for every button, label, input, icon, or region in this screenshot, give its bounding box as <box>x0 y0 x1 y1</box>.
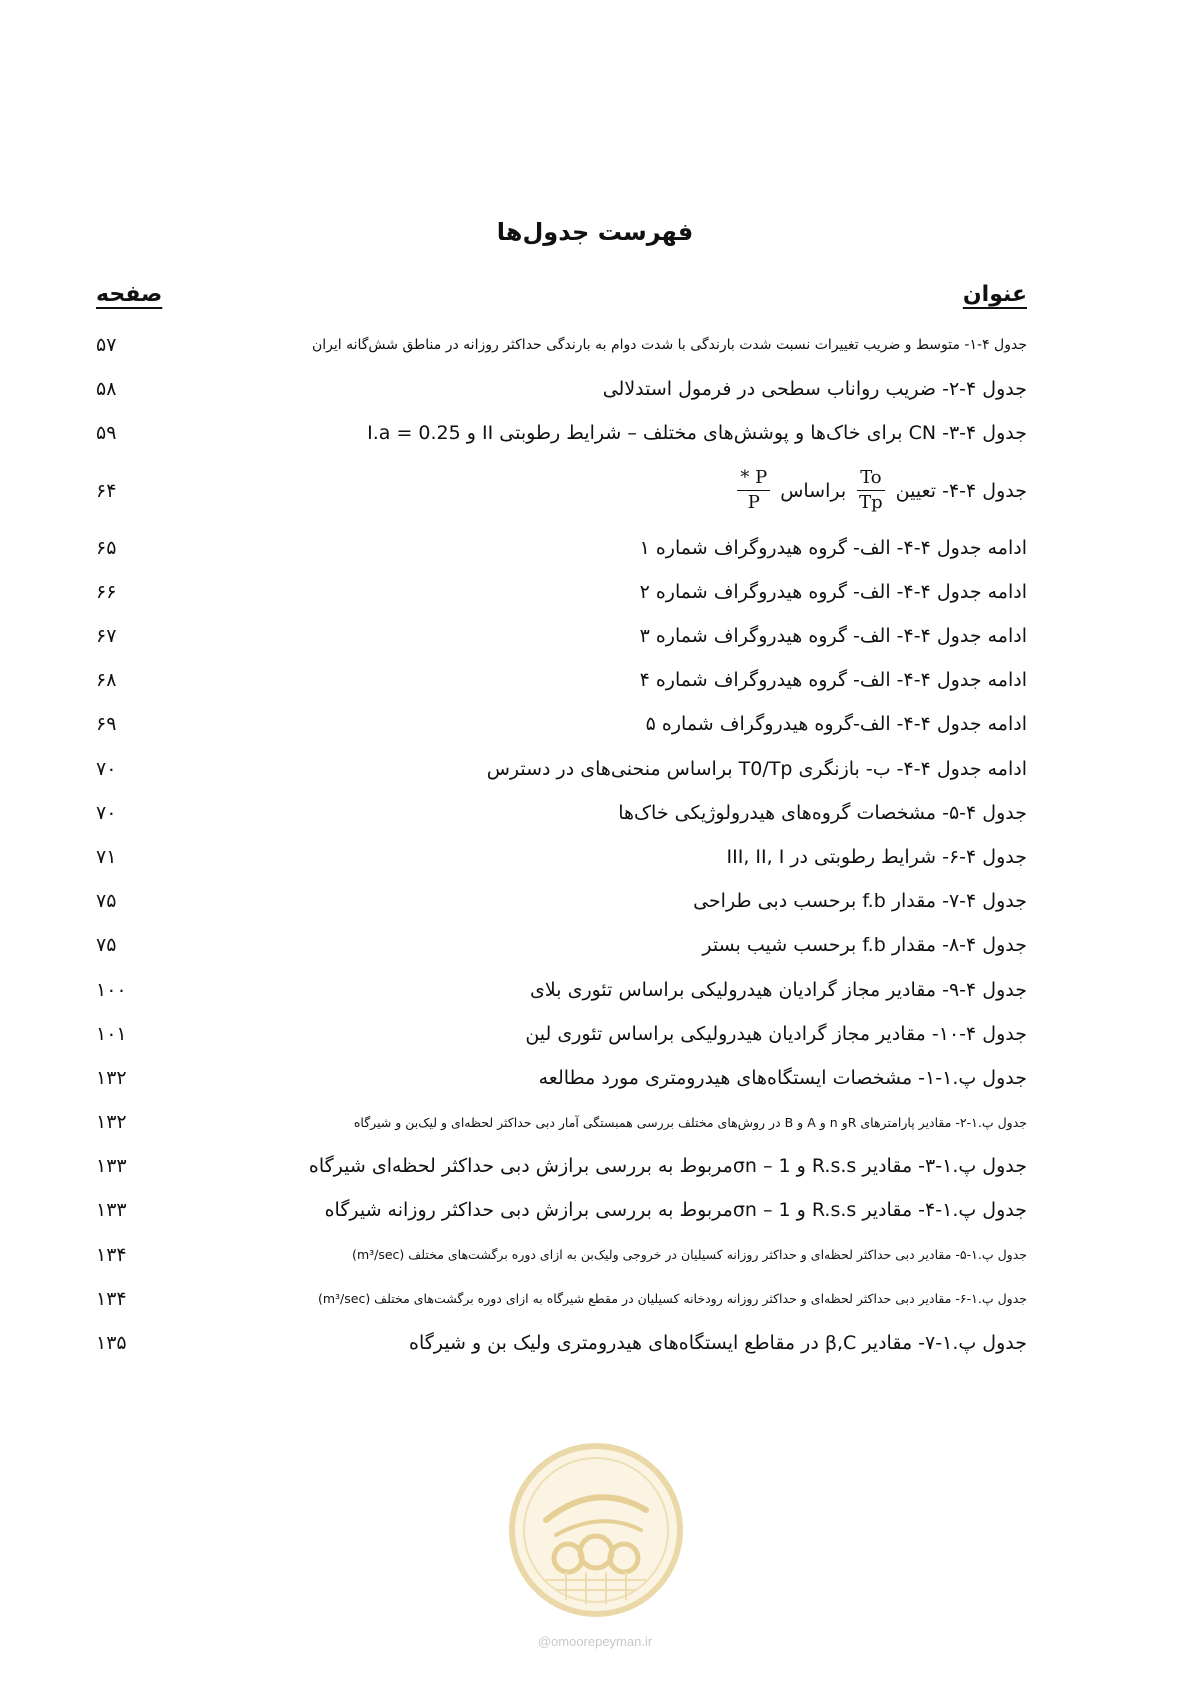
toc-row[interactable] <box>96 570 1027 614</box>
website-watermark: @omoorepeyman.ir <box>537 1634 653 1649</box>
toc-entry-title: جدول ۴-۶- شرایط رطوبتی در III, II, I <box>726 845 1027 868</box>
toc-entry-title: ادامه جدول ۴-۴- ب- بازنگری T0/Tp براساس منحنی‌های در دسترس <box>486 757 1027 780</box>
toc-entry-page: ۱۳۵ <box>96 1332 127 1355</box>
toc-row[interactable] <box>96 967 1027 1011</box>
toc-row[interactable] <box>96 702 1027 746</box>
toc-entry-title: جدول ۴-۲- ضریب رواناب سطحی در فرمول استدلالی <box>602 378 1027 401</box>
toc-entry-page: ۶۴ <box>96 479 117 502</box>
toc-entry-title: جدول ۴-۸- مقدار f.b برحسب شیب بستر <box>702 934 1027 957</box>
toc-row[interactable] <box>96 1188 1027 1232</box>
toc-row[interactable] <box>96 323 1027 367</box>
toc-row[interactable] <box>96 1277 1027 1321</box>
toc-entry-title: جدول ۴-۵- مشخصات گروه‌های هیدرولوژیکی خاک‌ها <box>618 801 1027 824</box>
page-title: فهرست جدول‌ها <box>496 218 694 246</box>
toc-row[interactable] <box>96 1321 1027 1365</box>
toc-entry-text-mid: براساس <box>780 479 847 502</box>
fraction-p-star-p <box>737 466 770 515</box>
toc-entry-page: ۷۵ <box>96 890 117 913</box>
toc-row[interactable] <box>96 879 1027 923</box>
toc-entry-page: ۷۱ <box>96 845 117 868</box>
fraction-to-tp <box>856 466 886 515</box>
toc-row[interactable] <box>96 614 1027 658</box>
toc-entry-title: جدول پ.۱-۴- مقادیر R.s.s و σn – 1مربوط به بررسی برازش دبی حداکثر روزانه شیرگاه <box>324 1199 1027 1222</box>
toc-entry-page: ۱۳۳ <box>96 1155 127 1178</box>
toc-entry-page: ۵۷ <box>96 334 117 357</box>
toc-entry-title: جدول پ.۱-۱- مشخصات ایستگاه‌های هیدرومتری مورد مطالعه <box>538 1066 1027 1089</box>
toc-entry-title: جدول پ.۱-۵- مقادیر دبی حداکثر لحظه‌ای و حداکثر روزانه کسیلیان در خروجی ولیک‌بن به ازای دوره برگشت‌های مختلف (m³/sec) <box>352 1247 1027 1263</box>
toc-entry-page: ۷۵ <box>96 934 117 957</box>
toc-entry-page: ۶۶ <box>96 580 117 603</box>
toc-entry-title: جدول ۴-۱- متوسط و ضریب تغییرات نسبت شدت بارندگی با شدت دوام به بارندگی حداکثر روزانه در مناطق شش‌گانه ایران <box>311 337 1027 354</box>
toc-row[interactable] <box>96 923 1027 967</box>
toc-row[interactable] <box>96 1056 1027 1100</box>
toc-entry-page: ۶۸ <box>96 669 117 692</box>
fraction-denominator: P <box>747 492 760 514</box>
toc-entry-title: جدول ۴-۱۰- مقادیر مجاز گرادیان هیدرولیکی براساس تئوری لین <box>525 1022 1027 1045</box>
toc-entry-title: جدول ۴-۹- مقادیر مجاز گرادیان هیدرولیکی براساس تئوری بلای <box>530 978 1027 1001</box>
toc-entry-title <box>733 466 1027 515</box>
toc-row[interactable] <box>96 411 1027 455</box>
toc-row[interactable] <box>96 526 1027 570</box>
toc-entry-title: ادامه جدول ۴-۴- الف- گروه هیدروگراف شماره ۱ <box>639 536 1027 559</box>
toc-entry-title: جدول ۴-۷- مقدار f.b برحسب دبی طراحی <box>693 890 1027 913</box>
toc-entry-page: ۱۰۱ <box>96 1022 127 1045</box>
toc-entry-page: ۱۳۴ <box>96 1287 127 1310</box>
toc-row[interactable] <box>96 1012 1027 1056</box>
seal-icon <box>506 1440 686 1620</box>
toc-entry-page: ۶۹ <box>96 713 117 736</box>
toc-entry-text: جدول ۴-۴- تعیین <box>895 479 1027 502</box>
table-of-tables <box>96 323 1027 1365</box>
toc-entry-title: جدول ۴-۳- CN برای خاک‌ها و پوشش‌های مختلف – شرایط رطوبتی II و I.a = 0.25 <box>367 422 1027 445</box>
toc-row[interactable] <box>96 1233 1027 1277</box>
toc-entry-title: ادامه جدول ۴-۴- الف- گروه هیدروگراف شماره ۴ <box>639 669 1027 692</box>
toc-entry-page: ۷۰ <box>96 801 117 824</box>
fraction-numerator: To <box>857 466 884 491</box>
toc-entry-page: ۱۳۳ <box>96 1199 127 1222</box>
toc-entry-page: ۵۸ <box>96 378 117 401</box>
fraction-numerator: P * <box>737 466 770 491</box>
publisher-seal-logo <box>506 1440 686 1620</box>
toc-row[interactable] <box>96 367 1027 411</box>
toc-entry-title: جدول پ.۱-۶- مقادیر دبی حداکثر لحظه‌ای و حداکثر روزانه رودخانه کسیلیان در مقطع شیرگاه به ازای دوره برگشت‌های مختلف (m³/sec) <box>317 1291 1027 1307</box>
toc-entry-page: ۷۰ <box>96 757 117 780</box>
toc-entry-title: جدول پ.۱-۷- مقادیر β,C در مقاطع ایستگاه‌های هیدرومتری ولیک بن و شیرگاه <box>409 1332 1027 1355</box>
toc-entry-title: ادامه جدول ۴-۴- الف- گروه هیدروگراف شماره ۲ <box>639 580 1027 603</box>
page-column-header: صفحه <box>96 282 163 307</box>
toc-row[interactable] <box>96 747 1027 791</box>
fraction-denominator: Tp <box>859 492 883 514</box>
toc-entry-title: جدول پ.۱-۳- مقادیر R.s.s و σn – 1مربوط به بررسی برازش دبی حداکثر لحظه‌ای شیرگاه <box>308 1155 1027 1178</box>
toc-row[interactable] <box>96 835 1027 879</box>
toc-entry-title: ادامه جدول ۴-۴- الف- گروه هیدروگراف شماره ۳ <box>639 625 1027 648</box>
toc-row[interactable] <box>96 791 1027 835</box>
toc-row[interactable] <box>96 456 1027 526</box>
toc-entry-page: ۶۷ <box>96 625 117 648</box>
toc-entry-page: ۱۳۴ <box>96 1243 127 1266</box>
toc-entry-title: جدول پ.۱-۲- مقادیر پارامترهای Rو n و A و B در روش‌های مختلف بررسی همبستگی آمار دبی حداکثر لحظه‌ای و لیک‌بن و شیرگاه <box>353 1114 1027 1130</box>
toc-entry-page: ۵۹ <box>96 422 117 445</box>
toc-entry-title: ادامه جدول ۴-۴- الف-گروه هیدروگراف شماره ۵ <box>645 713 1027 736</box>
toc-entry-page: ۱۰۰ <box>96 978 127 1001</box>
toc-entry-page: ۶۵ <box>96 536 117 559</box>
toc-entry-page: ۱۳۲ <box>96 1111 127 1134</box>
toc-row[interactable] <box>96 658 1027 702</box>
toc-row[interactable] <box>96 1144 1027 1188</box>
title-column-header: عنوان <box>962 282 1027 307</box>
toc-entry-page: ۱۳۲ <box>96 1066 127 1089</box>
toc-row[interactable] <box>96 1100 1027 1144</box>
